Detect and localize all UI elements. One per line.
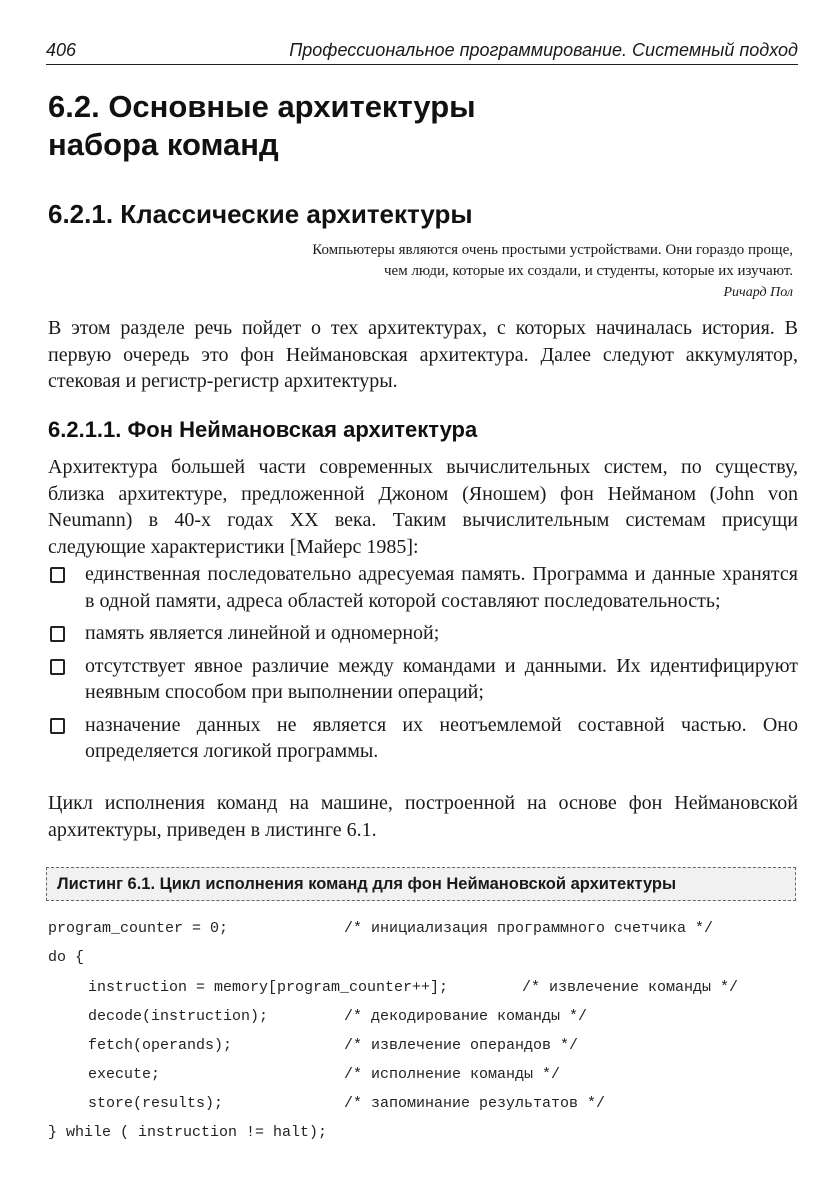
code-comment: /* извлечение операндов */ [344, 1037, 579, 1054]
epigraph [173, 240, 793, 303]
book-title: Профессиональное программирование. Системный подход [289, 40, 798, 60]
checkbox-bullet-icon [50, 718, 65, 734]
epigraph-line-2: чем люди, которые их создали, и студенты, которые их изучают. [384, 263, 793, 279]
code-line [48, 949, 102, 977]
code-line [48, 979, 739, 1007]
code-statement: store(results); [88, 1095, 224, 1112]
section-title-line-2: набора команд [48, 127, 279, 162]
listing-caption: Листинг 6.1. Цикл исполнения команд для фон Неймановской архитектуры [46, 867, 796, 901]
code-statement: do { [48, 949, 85, 966]
list-item-text: назначение данных не является их неотъемлемой составной частью. Оно определяется логикой программы. [85, 713, 798, 762]
epigraph-line-1: Компьютеры являются очень простыми устройствами. Они гораздо проще, [312, 242, 793, 258]
section-title [48, 88, 768, 164]
list-item [48, 561, 798, 614]
list-item-text: отсутствует явное различие между командами и данными. Их идентифицируют неявным способом при выполнении операций; [85, 654, 798, 703]
epigraph-author: Ричард Пол [723, 285, 793, 300]
subsubsection-title: 6.2.1.1. Фон Неймановская архитектура [48, 417, 478, 442]
characteristics-list [48, 561, 798, 771]
code-line [48, 920, 714, 948]
code-comment: /* запоминание результатов */ [344, 1095, 606, 1112]
code-statement: } while ( instruction != halt); [48, 1124, 328, 1141]
subsection-title: 6.2.1. Классические архитектуры [48, 199, 473, 229]
list-item [48, 620, 798, 647]
cycle-paragraph: Цикл исполнения команд на машине, построенной на основе фон Неймановской архитектуры, приведен в листинге 6.1. [48, 792, 798, 841]
code-statement: decode(instruction); [88, 1008, 269, 1025]
code-statement: instruction = memory[program_counter++]; [88, 979, 449, 996]
checkbox-bullet-icon [50, 659, 65, 675]
list-item [48, 712, 798, 765]
checkbox-bullet-icon [50, 567, 65, 583]
code-comment: /* инициализация программного счетчика */ [344, 920, 714, 937]
code-statement: fetch(operands); [88, 1037, 233, 1054]
code-line [48, 1008, 588, 1036]
code-line [48, 1124, 328, 1152]
code-comment: /* извлечение команды */ [522, 979, 739, 996]
code-comment: /* декодирование команды */ [344, 1008, 588, 1025]
running-header [46, 38, 798, 65]
list-item-text: единственная последовательно адресуемая память. Программа и данные хранятся в одной памяти, адреса областей которой составляют последовательность; [85, 563, 798, 612]
page-number: 406 [46, 40, 77, 60]
list-item-text: память является линейной и одномерной; [85, 622, 440, 644]
code-statement: program_counter = 0; [48, 920, 229, 937]
code-statement: execute; [88, 1066, 161, 1083]
checkbox-bullet-icon [50, 626, 65, 642]
code-line [48, 1037, 579, 1065]
intro-paragraph: В этом разделе речь пойдет о тех архитектурах, с которых начиналась история. В первую очередь это фон Неймановская архитектура. Далее следуют аккумулятор, стековая и регистр-регистр архитектуры. [48, 317, 798, 392]
section-title-line-1: 6.2. Основные архитектуры [48, 89, 476, 124]
code-line [48, 1095, 606, 1123]
architecture-paragraph: Архитектура большей части современных вычислительных систем, по существу, близка архитектуре, предложенной Джоном (Яношем) фон Нейманом (John von Neumann) в 40-х годах XX века. Таким вычислительным системам присущи следующие характеристики [Майерс 1985]: [48, 456, 798, 558]
code-comment: /* исполнение команды */ [344, 1066, 561, 1083]
code-line [48, 1066, 561, 1094]
list-item [48, 653, 798, 706]
